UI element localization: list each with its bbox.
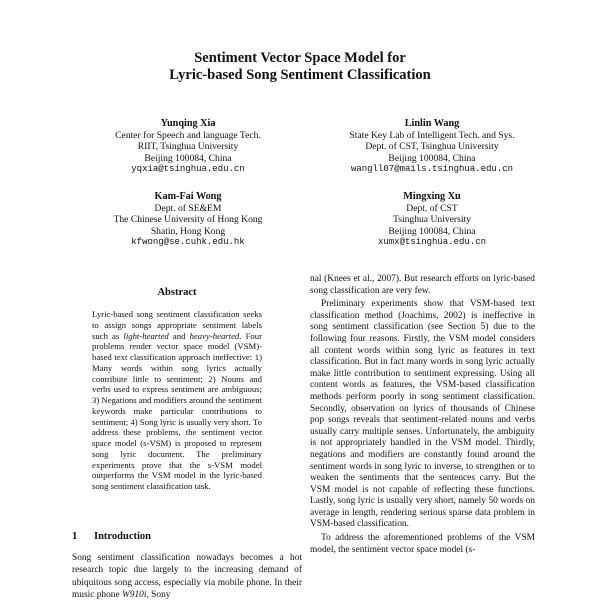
author-affiliation: The Chinese University of Hong Kong — [113, 214, 263, 226]
introduction-body — [72, 552, 302, 602]
author-email: yqxia@tsinghua.edu.cn — [131, 163, 245, 174]
section-number: 1 — [72, 531, 78, 542]
intro-text: Song sentiment classification nowadays becomes a hot research topic due largely to the increasing demand of ubiquitous song access, especially via mobile phone. In their music phone — [72, 553, 302, 601]
author-block-3 — [58, 191, 318, 248]
author-affiliation: Shatin, Hong Kong — [150, 225, 226, 237]
intro-text: , Sony — [146, 590, 171, 601]
author-block-2 — [302, 118, 562, 175]
abstract-heading: Abstract — [157, 287, 197, 298]
paragraph: Preliminary experiments show that VSM-based text classification method (Joachims, 2002) is ineffective in song sentiment classification (see Section 5) due to the following four reasons. Firstly, the VSM model considers all content words within song lyric as features in text classification. But in fact many words in song lyric actually make little contribution to sentiment expressing. Using all content words as features, the VSM-based classification methods perform poorly in song sentiment classification. Secondly, observation on lyrics of thousands of Chinese pop songs reveals that sentiment-related nouns and verbs usually carry multiple senses. Unfortunately, the ambiguity is not appropriately handled in the VSM model. Thirdly, negations and modifiers are constantly found around the sentiment words in song lyric to inverse, to strengthen or to weaken the sentiments that the sentences carry. But the VSM model is not capable of reflecting these functions. Lastly, song lyric is usually very short, namely 50 words on average in length, rendering serious sparse data problem in VSM-based classification. — [310, 299, 535, 530]
abstract-emphasis: heavy-hearted — [189, 330, 240, 341]
paragraph: To address the aforementioned problems of the VSM model, the sentiment vector space model (s- — [310, 533, 535, 555]
author-name: Kam-Fai Wong — [154, 191, 222, 202]
section-title: Introduction — [94, 531, 151, 542]
abstract-body — [92, 309, 262, 492]
title-line-1: Sentiment Vector Space Model for — [194, 50, 406, 66]
author-name: Yunqing Xia — [160, 118, 216, 129]
abstract-text: and — [168, 330, 190, 341]
author-affiliation: Beijing 100084, China — [388, 152, 476, 164]
abstract-text: . Four problems render vector space model (VSM)-based text classification approach ineffective: 1) Many words within song lyrics actually contribute little to sentiment; 2) Nouns and verbs used to express sentiment are ambiguous; 3) Negations and modifiers around the sentiment keywords make particular contributions to sentiment; 4) Song lyric is usually very short. To address these problems, the sentiment vector space model (s-VSM) is proposed to represent song lyric document. The preliminary experiments prove that the s-VSM model outperforms the VSM model in the lyric-based song sentiment classification task. — [92, 330, 262, 491]
author-name: Linlin Wang — [404, 118, 460, 129]
author-block-4 — [302, 191, 562, 248]
author-affiliation: Dept. of SE&EM — [154, 203, 222, 215]
author-name: Mingxing Xu — [403, 191, 461, 202]
author-affiliation: RIIT, Tsinghua University — [137, 141, 239, 153]
author-email: kfwong@se.cuhk.edu.hk — [131, 236, 245, 247]
author-email: xumx@tsinghua.edu.cn — [377, 236, 487, 247]
author-affiliation: Beijing 100084, China — [144, 152, 232, 164]
paragraph: nal (Knees et al., 2007). But research efforts on lyric-based song classification are very few. — [310, 274, 535, 296]
author-block-1 — [58, 118, 318, 175]
author-affiliation: Dept. of CST — [406, 203, 458, 215]
author-affiliation: Beijing 100084, China — [388, 225, 476, 237]
author-affiliation: Tsinghua University — [393, 214, 471, 226]
section-heading-introduction — [72, 531, 302, 542]
abstract-emphasis: light-hearted — [123, 330, 169, 341]
right-column — [310, 274, 535, 556]
title-line-2: Lyric-based Song Sentiment Classification — [169, 67, 431, 83]
author-affiliation: Center for Speech and language Tech. — [115, 130, 261, 142]
intro-emphasis: W910i — [122, 590, 147, 601]
author-affiliation: State Key Lab of Intelligent Tech. and Sys. — [349, 130, 515, 142]
author-email: wangll07@mails.tsinghua.edu.cn — [350, 163, 514, 174]
author-affiliation: Dept. of CST, Tsinghua University — [365, 141, 499, 153]
abstract-text: Lyric-based song sentiment classification seeks to assign songs appropriate sentiment labels such as — [92, 309, 262, 341]
paper-title — [0, 50, 600, 84]
